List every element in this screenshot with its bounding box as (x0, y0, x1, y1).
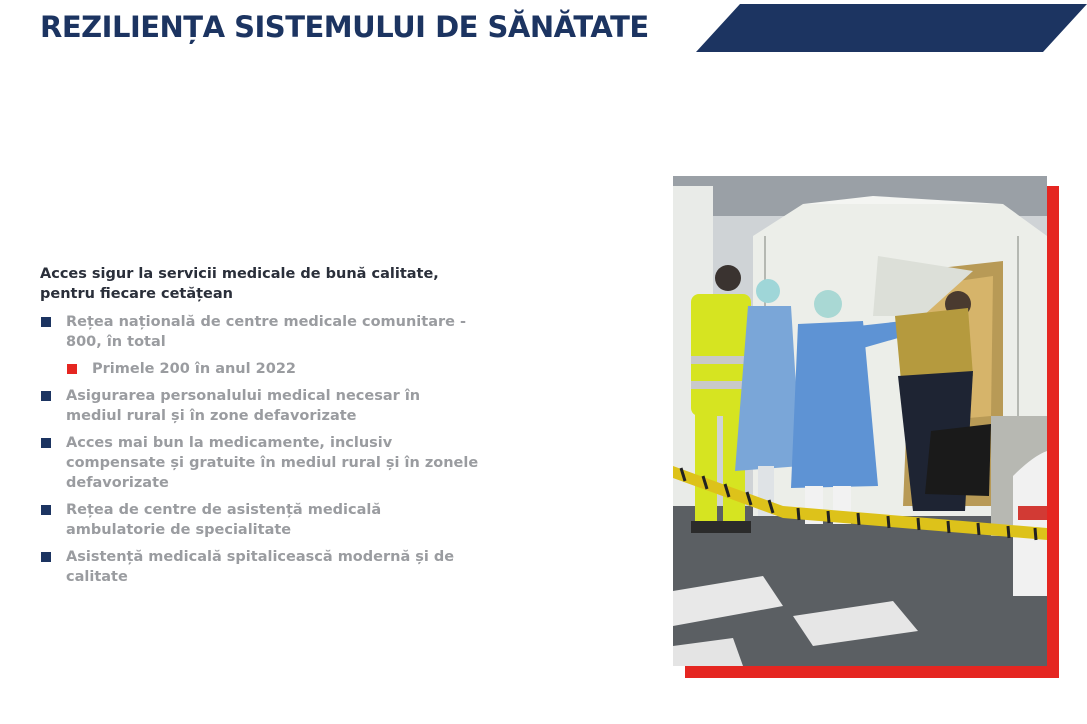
bullet-list (40, 312, 480, 587)
bullet-item (40, 386, 480, 426)
title-accent-band (696, 4, 1087, 52)
bullet-text: Acces mai bun la medicamente, inclusiv compensate și gratuite în mediul rural și în zonele defavorizate (66, 435, 479, 491)
sub-bullet-item (40, 359, 480, 379)
bullet-marker (41, 552, 51, 562)
photo-frame-accent-bottom (685, 666, 1059, 678)
bullet-text: Primele 200 în anul 2022 (92, 361, 297, 377)
bullet-text: Asigurarea personalului medical necesar în mediul rural și în zone defavorizate (66, 388, 421, 424)
bullet-item (40, 433, 480, 493)
slide-title: REZILIENȚA SISTEMULUI DE SĂNĂTATE (40, 10, 649, 44)
content-block (40, 264, 480, 594)
bullet-marker (41, 317, 51, 327)
bullet-marker (41, 505, 51, 515)
bullet-item (40, 547, 480, 587)
bullet-marker (41, 438, 51, 448)
bullet-item (40, 500, 480, 540)
photo-frame-accent-right (1047, 186, 1059, 678)
bullet-marker (67, 364, 77, 374)
bullet-item (40, 312, 480, 352)
bullet-text: Rețea națională de centre medicale comunitare - 800, în total (66, 314, 467, 350)
bullet-text: Asistență medicală spitalicească modernă și de calitate (66, 549, 455, 585)
intro-heading: Acces sigur la servicii medicale de bună calitate, pentru fiecare cetățean (40, 266, 439, 302)
medical-tent-photo (673, 176, 1047, 666)
bullet-marker (41, 391, 51, 401)
bullet-text: Rețea de centre de asistență medicală ambulatorie de specialitate (66, 502, 382, 538)
